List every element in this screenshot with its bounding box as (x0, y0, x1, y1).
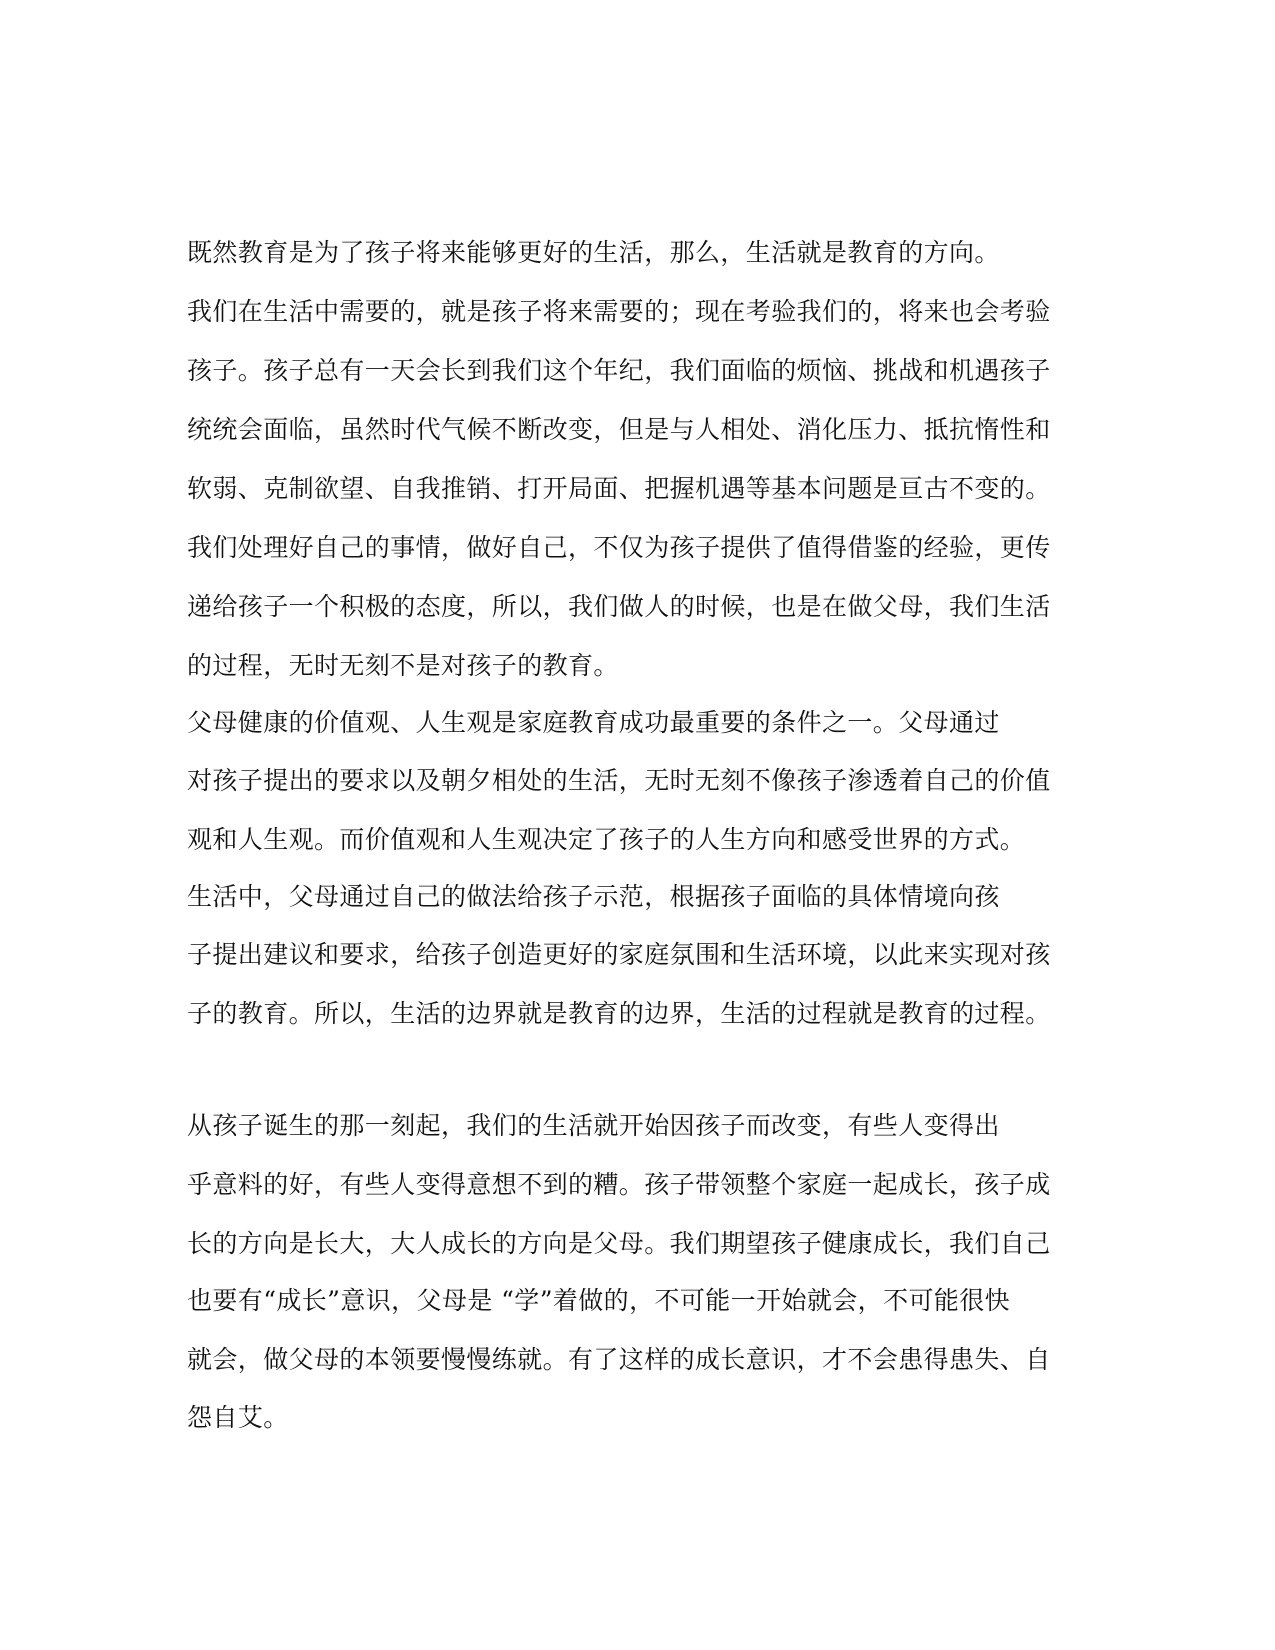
text-line: 子的教育。所以，生活的边界就是教育的边界，生活的过程就是教育的过程。 (187, 999, 1051, 1028)
text-line: 递给孩子一个积极的态度，所以，我们做人的时候，也是在做父母，我们生活 (187, 592, 1051, 621)
text-line: 孩子。孩子总有一天会长到我们这个年纪，我们面临的烦恼、挑战和机遇孩子 (187, 356, 1051, 385)
text-line: 生活中，父母通过自己的做法给孩子示范，根据孩子面临的具体情境向孩 (187, 882, 1000, 911)
text-line: 软弱、克制欲望、自我推销、打开局面、把握机遇等基本问题是亘古不变的。 (187, 474, 1051, 503)
text-line: 父母健康的价值观、人生观是家庭教育成功最重要的条件之一。父母通过 (187, 708, 1000, 737)
text-line: 既然教育是为了孩子将来能够更好的生活，那么，生活就是教育的方向。 (187, 238, 1000, 267)
text-line: 统统会面临，虽然时代气候不断改变，但是与人相处、消化压力、抵抗惰性和 (187, 415, 1051, 444)
text-line: 乎意料的好，有些人变得意想不到的糟。孩子带领整个家庭一起成长，孩子成 (187, 1170, 1051, 1199)
text-line: 从孩子诞生的那一刻起，我们的生活就开始因孩子而改变，有些人变得出 (187, 1111, 1000, 1140)
text-line: 怨自艾。 (187, 1403, 289, 1432)
text-line: 子提出建议和要求，给孩子创造更好的家庭氛围和生活环境，以此来实现对孩 (187, 940, 1051, 969)
text-line: 观和人生观。而价值观和人生观决定了孩子的人生方向和感受世界的方式。 (187, 825, 1026, 854)
text-line: 我们在生活中需要的，就是孩子将来需要的；现在考验我们的，将来也会考验 (187, 297, 1051, 326)
text-line: 对孩子提出的要求以及朝夕相处的生活，无时无刻不像孩子渗透着自己的价值 (187, 766, 1051, 795)
text-line: 长的方向是长大，大人成长的方向是父母。我们期望孩子健康成长，我们自己 (187, 1229, 1051, 1258)
text-line: 我们处理好自己的事情，做好自己，不仅为孩子提供了值得借鉴的经验，更传 (187, 533, 1051, 562)
text-line: 就会，做父母的本领要慢慢练就。有了这样的成长意识，才不会患得患失、自 (187, 1345, 1051, 1374)
text-line: 的过程，无时无刻不是对孩子的教育。 (187, 651, 619, 680)
text-line: 也要有“成长”意识，父母是 “学”着做的，不可能一开始就会，不可能很快 (187, 1286, 1011, 1315)
